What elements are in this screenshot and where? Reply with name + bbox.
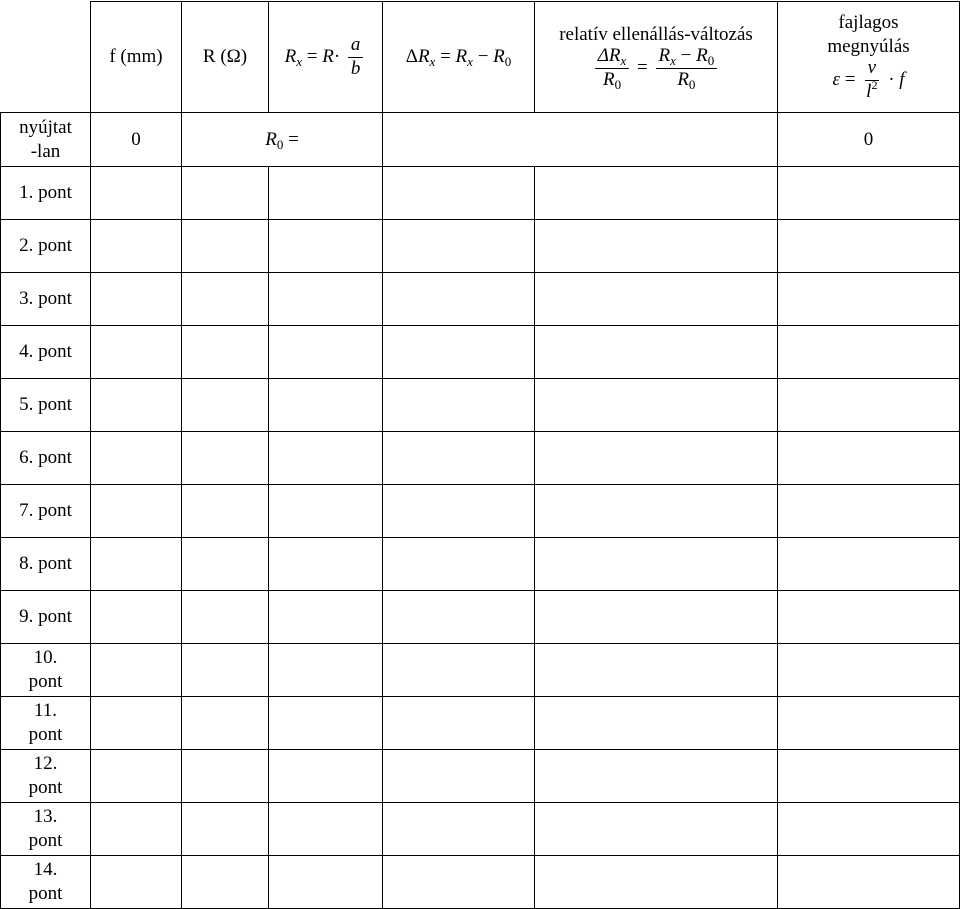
input-cell[interactable] xyxy=(778,803,960,856)
relative-change-title: relatív ellenállás-változás xyxy=(559,23,753,45)
input-cell[interactable] xyxy=(91,220,182,273)
elongation-title-1: fajlagos xyxy=(838,11,899,33)
row-label: 1. pont xyxy=(1,167,91,220)
unstretched-blank xyxy=(383,113,778,167)
measurement-table xyxy=(0,1,960,909)
input-cell[interactable] xyxy=(383,697,535,750)
input-cell[interactable] xyxy=(269,803,383,856)
input-cell[interactable] xyxy=(778,644,960,697)
input-cell[interactable] xyxy=(535,591,778,644)
input-cell[interactable] xyxy=(91,167,182,220)
input-cell[interactable] xyxy=(778,485,960,538)
input-cell[interactable] xyxy=(182,750,269,803)
input-cell[interactable] xyxy=(182,167,269,220)
input-cell[interactable] xyxy=(182,379,269,432)
input-cell[interactable] xyxy=(269,485,383,538)
header-relative-change xyxy=(535,2,778,113)
table-row xyxy=(1,803,960,856)
input-cell[interactable] xyxy=(383,803,535,856)
row-label: 12. pont xyxy=(1,750,91,803)
input-cell[interactable] xyxy=(535,220,778,273)
input-cell[interactable] xyxy=(778,750,960,803)
row-label: 2. pont xyxy=(1,220,91,273)
input-cell[interactable] xyxy=(535,379,778,432)
input-cell[interactable] xyxy=(269,220,383,273)
input-cell[interactable] xyxy=(91,326,182,379)
input-cell[interactable] xyxy=(182,326,269,379)
input-cell[interactable] xyxy=(778,326,960,379)
unstretched-f-value: 0 xyxy=(91,113,182,167)
input-cell[interactable] xyxy=(269,432,383,485)
table-row xyxy=(1,856,960,909)
input-cell[interactable] xyxy=(91,538,182,591)
input-cell[interactable] xyxy=(182,432,269,485)
unstretched-eps-value: 0 xyxy=(778,113,960,167)
input-cell[interactable] xyxy=(269,856,383,909)
table-row xyxy=(1,485,960,538)
input-cell[interactable] xyxy=(778,273,960,326)
input-cell[interactable] xyxy=(383,326,535,379)
table-row xyxy=(1,167,960,220)
input-cell[interactable] xyxy=(778,220,960,273)
table-row xyxy=(1,220,960,273)
header-rx-formula: $R_x = R\cdot$ $\frac{a}{b}$ xyxy=(269,2,383,113)
input-cell[interactable] xyxy=(383,485,535,538)
row-label: 3. pont xyxy=(1,273,91,326)
input-cell[interactable] xyxy=(535,485,778,538)
input-cell[interactable] xyxy=(269,379,383,432)
input-cell[interactable] xyxy=(182,644,269,697)
input-cell[interactable] xyxy=(182,538,269,591)
input-cell[interactable] xyxy=(778,379,960,432)
input-cell[interactable] xyxy=(182,856,269,909)
table-row xyxy=(1,379,960,432)
input-cell[interactable] xyxy=(269,591,383,644)
input-cell[interactable] xyxy=(535,432,778,485)
table-row xyxy=(1,644,960,697)
table-row xyxy=(1,273,960,326)
input-cell[interactable] xyxy=(269,644,383,697)
input-cell[interactable] xyxy=(383,379,535,432)
input-cell[interactable] xyxy=(778,856,960,909)
input-cell[interactable] xyxy=(778,697,960,750)
input-cell[interactable] xyxy=(269,273,383,326)
input-cell[interactable] xyxy=(535,273,778,326)
header-delta-rx-formula: $\Delta R_x = R_x - R_0$ xyxy=(383,2,535,113)
header-r: R (Ω) xyxy=(182,2,269,113)
row-label: 6. pont xyxy=(1,432,91,485)
input-cell[interactable] xyxy=(778,538,960,591)
table-row xyxy=(1,432,960,485)
input-cell[interactable] xyxy=(91,856,182,909)
input-cell[interactable] xyxy=(535,167,778,220)
input-cell[interactable] xyxy=(383,644,535,697)
input-cell[interactable] xyxy=(535,803,778,856)
input-cell[interactable] xyxy=(778,432,960,485)
input-cell[interactable] xyxy=(383,591,535,644)
input-cell[interactable] xyxy=(91,750,182,803)
input-cell[interactable] xyxy=(383,220,535,273)
input-cell[interactable] xyxy=(535,750,778,803)
input-cell[interactable] xyxy=(535,697,778,750)
input-cell[interactable] xyxy=(383,538,535,591)
unstretched-row xyxy=(1,113,960,167)
input-cell[interactable] xyxy=(778,591,960,644)
table-row xyxy=(1,697,960,750)
input-cell[interactable] xyxy=(182,803,269,856)
input-cell[interactable] xyxy=(91,273,182,326)
input-cell[interactable] xyxy=(778,167,960,220)
input-cell[interactable] xyxy=(269,697,383,750)
input-cell[interactable] xyxy=(535,326,778,379)
input-cell[interactable] xyxy=(535,856,778,909)
header-specific-elongation xyxy=(778,2,960,113)
input-cell[interactable] xyxy=(269,750,383,803)
input-cell[interactable] xyxy=(535,538,778,591)
input-cell[interactable] xyxy=(91,432,182,485)
row-label: 8. pont xyxy=(1,538,91,591)
input-cell[interactable] xyxy=(182,273,269,326)
relative-change-formula: $\frac{\Delta R_x}{R_0}$ = $\frac{R_x - R_0}{R_0}$ xyxy=(535,46,777,91)
input-cell[interactable] xyxy=(182,697,269,750)
input-cell[interactable] xyxy=(383,432,535,485)
input-cell[interactable] xyxy=(269,326,383,379)
r0-input-cell[interactable]: $R_0$ = xyxy=(182,113,383,167)
row-label: 9. pont xyxy=(1,591,91,644)
row-label: 4. pont xyxy=(1,326,91,379)
input-cell[interactable] xyxy=(91,591,182,644)
input-cell[interactable] xyxy=(91,803,182,856)
row-label: 10. pont xyxy=(1,644,91,697)
row-label: 7. pont xyxy=(1,485,91,538)
input-cell[interactable] xyxy=(91,644,182,697)
elongation-formula: ε = $\frac{v}{l^2}$ · f xyxy=(832,57,905,103)
corner-cell xyxy=(1,2,91,113)
header-f: f (mm) xyxy=(91,2,182,113)
input-cell[interactable] xyxy=(269,538,383,591)
input-cell[interactable] xyxy=(182,220,269,273)
row-label: 13. pont xyxy=(1,803,91,856)
input-cell[interactable] xyxy=(91,697,182,750)
row-label-unstretched: nyújtat -lan xyxy=(1,113,91,167)
input-cell[interactable] xyxy=(182,591,269,644)
table-row xyxy=(1,538,960,591)
row-label: 14. pont xyxy=(1,856,91,909)
header-row xyxy=(1,2,960,113)
row-label: 11. pont xyxy=(1,697,91,750)
input-cell[interactable] xyxy=(91,485,182,538)
input-cell[interactable] xyxy=(383,856,535,909)
input-cell[interactable] xyxy=(91,379,182,432)
input-cell[interactable] xyxy=(383,167,535,220)
input-cell[interactable] xyxy=(383,273,535,326)
input-cell[interactable] xyxy=(269,167,383,220)
row-label: 5. pont xyxy=(1,379,91,432)
input-cell[interactable] xyxy=(535,644,778,697)
table-row xyxy=(1,750,960,803)
table-row xyxy=(1,326,960,379)
input-cell[interactable] xyxy=(182,485,269,538)
elongation-title-2: megnyúlás xyxy=(827,35,910,57)
input-cell[interactable] xyxy=(383,750,535,803)
table-row xyxy=(1,591,960,644)
